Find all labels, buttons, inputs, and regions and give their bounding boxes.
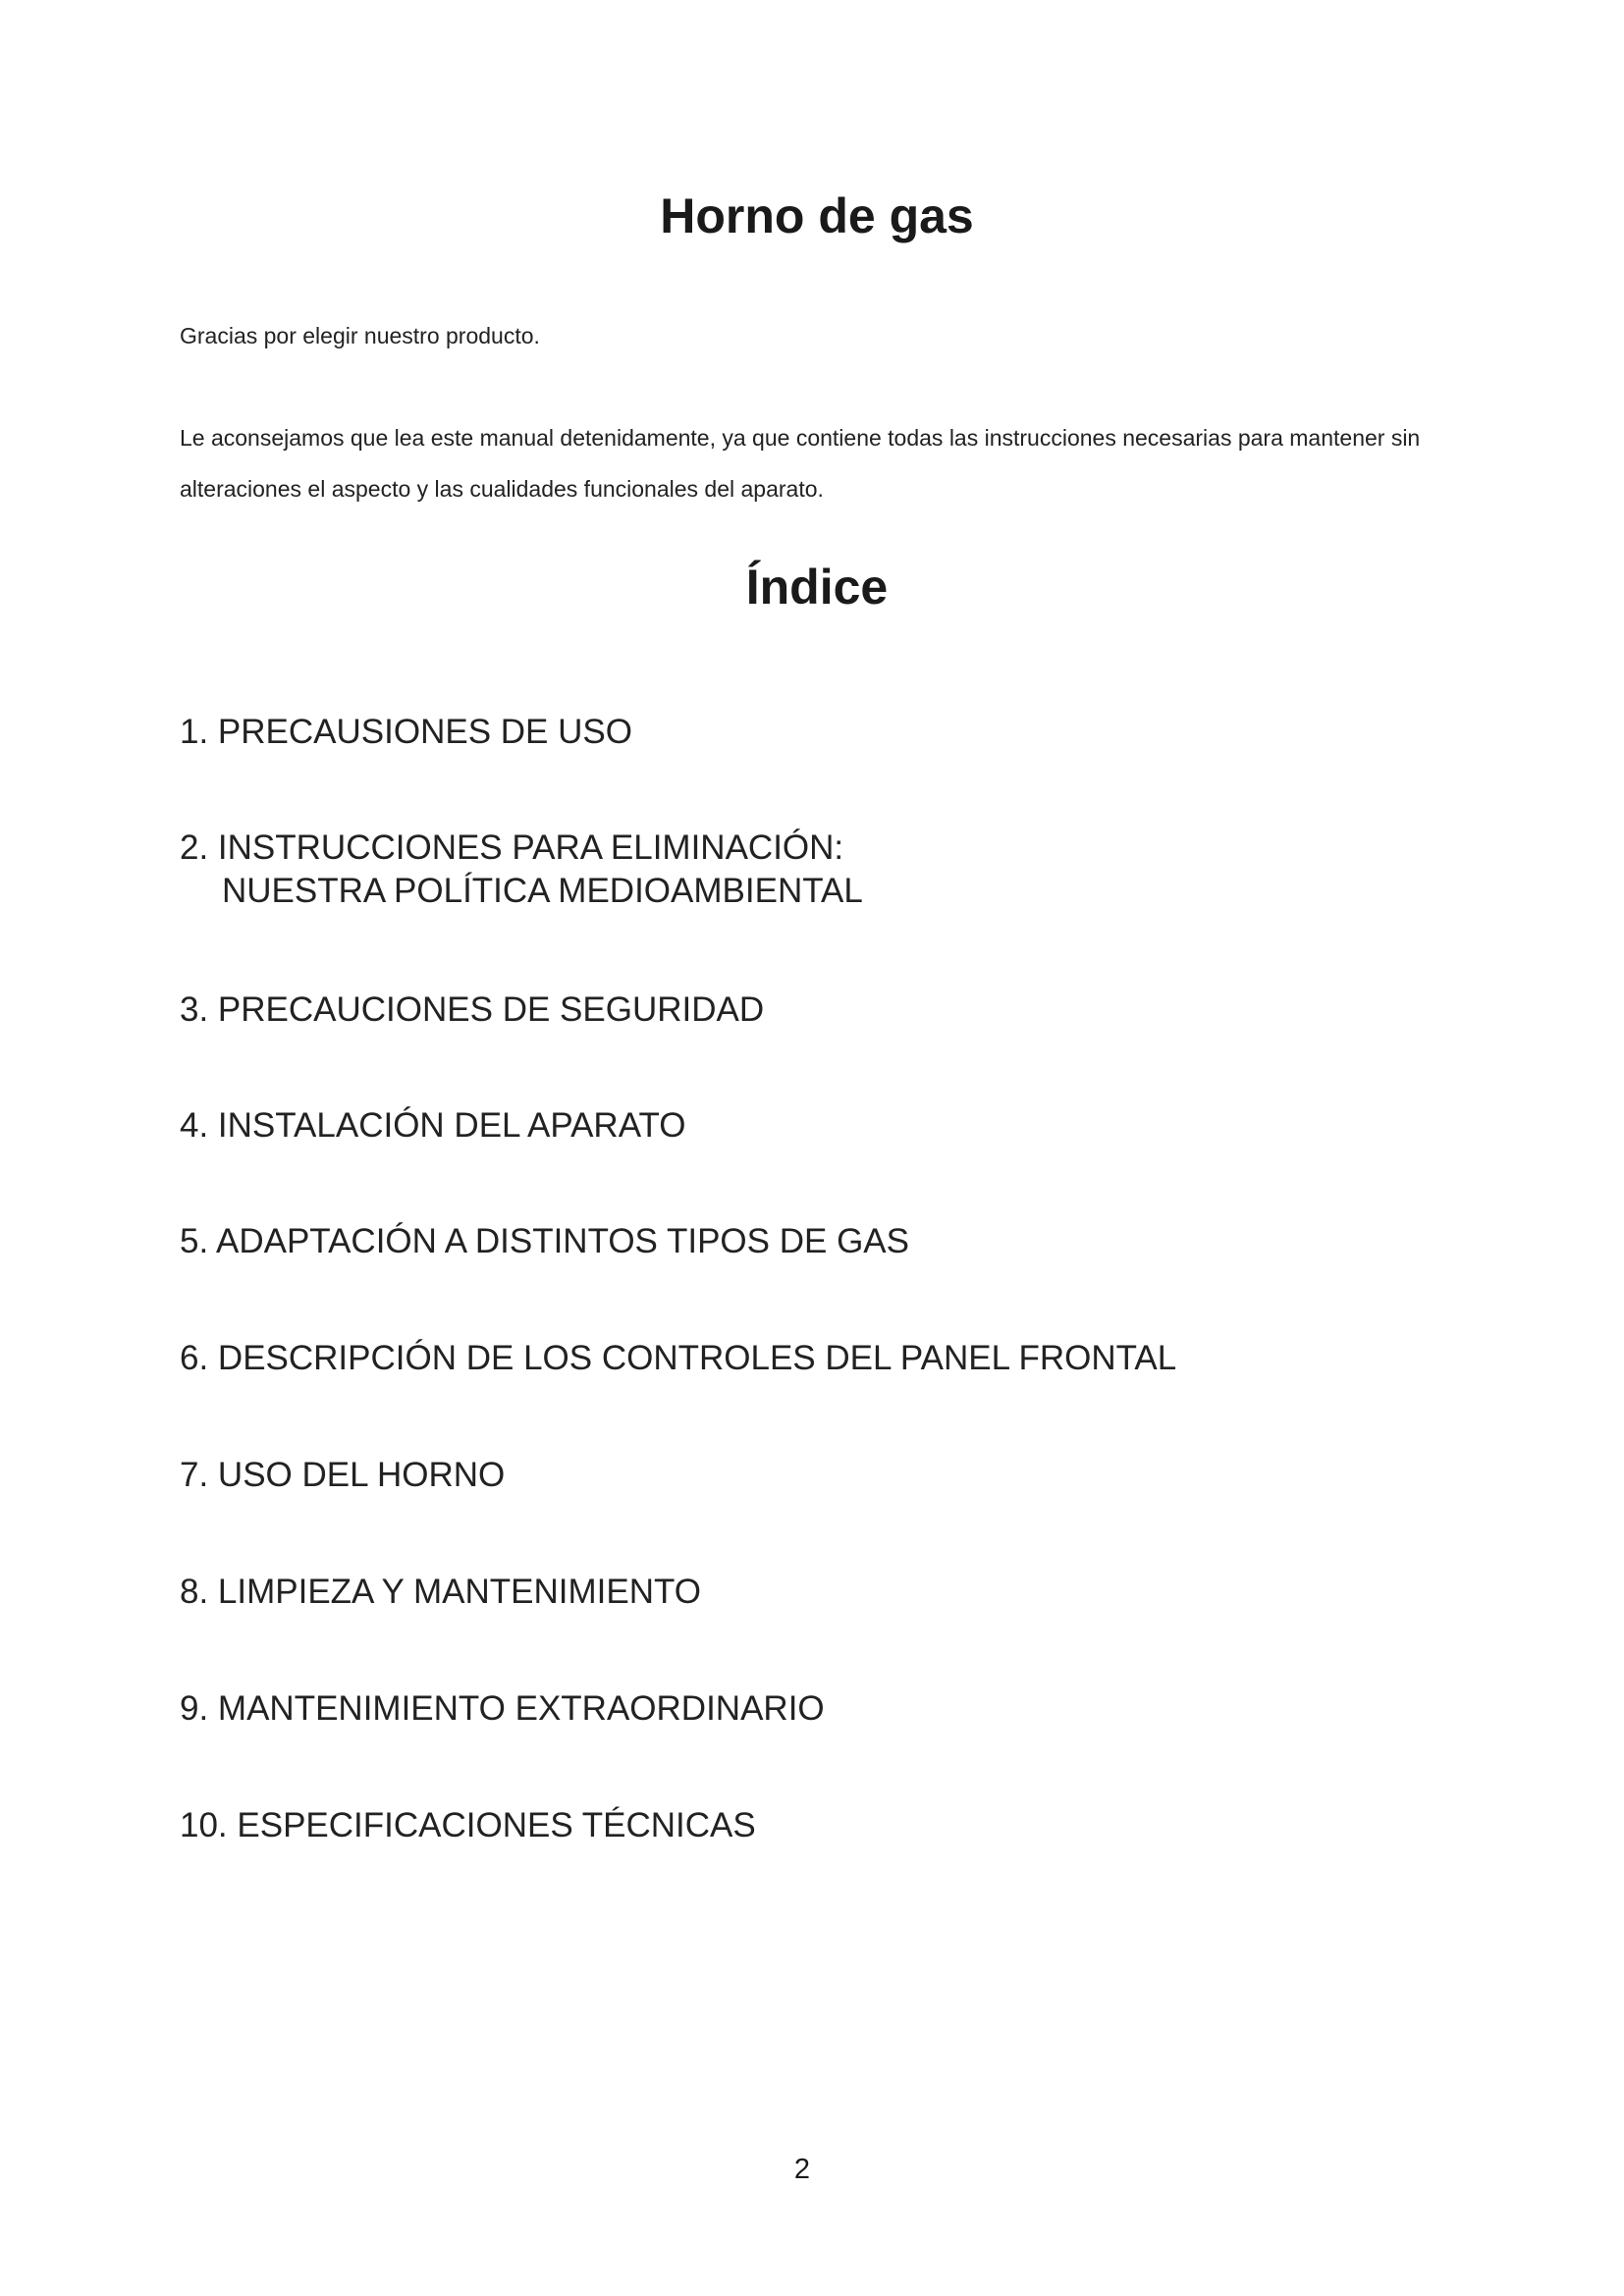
toc-item-6 <box>180 1337 1176 1380</box>
toc-item-3 <box>180 988 764 1032</box>
toc-item-label-continuation: NUESTRA POLÍTICA MEDIOAMBIENTAL <box>222 872 863 910</box>
toc-item-10 <box>180 1804 756 1847</box>
toc-item-label: 6. DESCRIPCIÓN DE LOS CONTROLES DEL PANEL FRONTAL <box>180 1339 1177 1377</box>
page-number: 2 <box>793 2154 811 2185</box>
toc-item-label: 4. INSTALACIÓN DEL APARATO <box>180 1106 686 1145</box>
toc-item-label: 1. PRECAUSIONES DE USO <box>180 713 632 751</box>
toc-item-label: 5. ADAPTACIÓN A DISTINTOS TIPOS DE GAS <box>180 1222 909 1260</box>
toc-item-1 <box>180 711 632 754</box>
toc-item-2 <box>180 827 863 913</box>
advice-paragraph: Le aconsejamos que lea este manual detenidamente, ya que contiene todas las instrucciones necesarias para mantener sin alteraciones el aspecto y las cualidades funcionales del aparato. <box>180 425 1421 502</box>
toc-item-7 <box>180 1454 505 1497</box>
toc-item-5 <box>180 1220 909 1263</box>
toc-item-label: 7. USO DEL HORNO <box>180 1456 506 1494</box>
toc-item-label: 2. INSTRUCCIONES PARA ELIMINACIÓN: <box>180 828 844 867</box>
toc-item-label: 8. LIMPIEZA Y MANTENIMIENTO <box>180 1573 701 1611</box>
thanks-paragraph: Gracias por elegir nuestro producto. <box>180 323 540 348</box>
toc-item-label: 3. PRECAUCIONES DE SEGURIDAD <box>180 990 765 1029</box>
toc-item-8 <box>180 1571 701 1614</box>
toc-item-label: 9. MANTENIMIENTO EXTRAORDINARIO <box>180 1689 825 1728</box>
index-title: Índice <box>745 560 889 614</box>
toc-item-4 <box>180 1104 685 1148</box>
toc-item-9 <box>180 1687 825 1731</box>
document-title: Horno de gas <box>660 188 974 243</box>
toc-item-label: 10. ESPECIFICACIONES TÉCNICAS <box>180 1806 756 1844</box>
